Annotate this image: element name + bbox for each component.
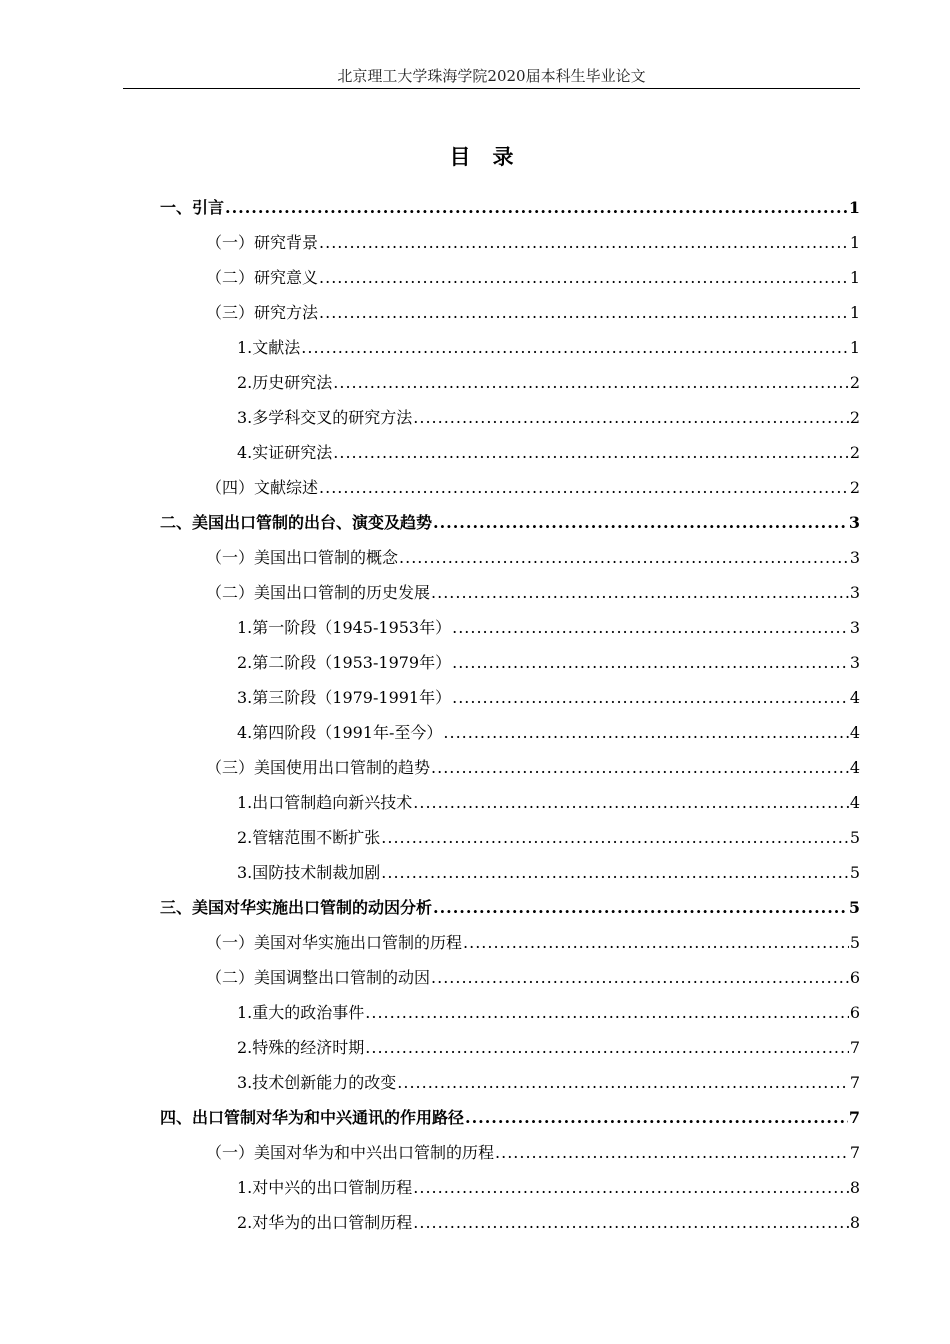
toc-dot-leader bbox=[452, 680, 849, 715]
toc-entry-label: 1.出口管制趋向新兴技术 bbox=[237, 793, 413, 812]
toc-entry-label: 2.管辖范围不断扩张 bbox=[237, 828, 381, 847]
toc-dot-leader bbox=[381, 855, 849, 890]
toc-entry-page-number: 6 bbox=[849, 1003, 860, 1022]
toc-entry-label: （一）美国对华实施出口管制的历程 bbox=[206, 933, 463, 952]
toc-dot-leader bbox=[413, 400, 849, 435]
toc-entry-label: （三）美国使用出口管制的趋势 bbox=[206, 758, 431, 777]
toc-entry-label: 4.第四阶段（1991年-至今） bbox=[237, 723, 443, 742]
toc-entry[interactable] bbox=[160, 1170, 860, 1205]
toc-entry-page-number: 2 bbox=[849, 373, 860, 392]
toc-entry-label: 2.对华为的出口管制历程 bbox=[237, 1213, 413, 1232]
toc-entry[interactable] bbox=[160, 330, 860, 365]
toc-dot-leader bbox=[452, 610, 849, 645]
toc-entry-label: （一）美国出口管制的概念 bbox=[206, 548, 399, 567]
toc-entry-page-number: 1 bbox=[849, 303, 860, 322]
toc-dot-leader bbox=[365, 1030, 849, 1065]
toc-title: 目录 bbox=[449, 144, 536, 169]
toc-entry-label: 1.对中兴的出口管制历程 bbox=[237, 1178, 413, 1197]
toc-dot-leader bbox=[381, 820, 849, 855]
toc-entry-page-number: 7 bbox=[849, 1073, 860, 1092]
toc-entry[interactable] bbox=[160, 435, 860, 470]
toc-entry[interactable] bbox=[160, 400, 860, 435]
toc-dot-leader bbox=[301, 330, 849, 365]
toc-entry-page-number: 4 bbox=[849, 793, 860, 812]
toc-entry-page-number: 8 bbox=[849, 1178, 860, 1197]
toc-entry[interactable] bbox=[160, 295, 860, 330]
toc-dot-leader bbox=[495, 1135, 849, 1170]
toc-entry-label: （二）研究意义 bbox=[206, 268, 319, 287]
toc-entry[interactable] bbox=[160, 645, 860, 680]
toc-entry-label: （一）美国对华为和中兴出口管制的历程 bbox=[206, 1143, 495, 1162]
toc-dot-leader bbox=[319, 470, 849, 505]
toc-entry-page-number: 5 bbox=[848, 898, 860, 917]
toc-entry-page-number: 1 bbox=[848, 198, 860, 217]
toc-entry[interactable] bbox=[160, 225, 860, 260]
toc-dot-leader bbox=[333, 435, 849, 470]
toc-dot-leader bbox=[433, 890, 848, 925]
toc-entry[interactable] bbox=[160, 1065, 860, 1100]
toc-entry-page-number: 2 bbox=[849, 478, 860, 497]
toc-entry-page-number: 2 bbox=[849, 443, 860, 462]
toc-dot-leader bbox=[433, 505, 848, 540]
toc-entry[interactable] bbox=[160, 470, 860, 505]
toc-dot-leader bbox=[225, 190, 848, 225]
toc-entry[interactable] bbox=[160, 750, 860, 785]
toc-entry[interactable] bbox=[160, 505, 860, 540]
toc-dot-leader bbox=[431, 960, 849, 995]
toc-entry[interactable] bbox=[160, 190, 860, 225]
toc-entry-label: 2.历史研究法 bbox=[237, 373, 333, 392]
toc-entry-page-number: 3 bbox=[849, 583, 860, 602]
toc-entry-label: 3.技术创新能力的改变 bbox=[237, 1073, 397, 1092]
toc-entry[interactable] bbox=[160, 540, 860, 575]
toc-entry[interactable] bbox=[160, 1135, 860, 1170]
toc-entry-label: 1.文献法 bbox=[237, 338, 301, 357]
toc-dot-leader bbox=[431, 750, 849, 785]
toc-entry[interactable] bbox=[160, 960, 860, 995]
toc-entry-page-number: 3 bbox=[848, 513, 860, 532]
toc-entry-label: 3.国防技术制裁加剧 bbox=[237, 863, 381, 882]
toc-entry-label: 三、美国对华实施出口管制的动因分析 bbox=[160, 898, 433, 917]
toc-entry-page-number: 7 bbox=[848, 1108, 860, 1127]
toc-entry-label: （四）文献综述 bbox=[206, 478, 319, 497]
toc-entry[interactable] bbox=[160, 365, 860, 400]
toc-entry-label: 3.多学科交叉的研究方法 bbox=[237, 408, 413, 427]
toc-dot-leader bbox=[452, 645, 849, 680]
toc-entry[interactable] bbox=[160, 610, 860, 645]
toc-entry-page-number: 3 bbox=[849, 653, 860, 672]
toc-entry-page-number: 7 bbox=[849, 1038, 860, 1057]
toc-entry-label: （三）研究方法 bbox=[206, 303, 319, 322]
toc-entry-label: 二、美国出口管制的出台、演变及趋势 bbox=[160, 513, 433, 532]
header-divider bbox=[123, 88, 860, 89]
toc-entry-label: 2.第二阶段（1953-1979年） bbox=[237, 653, 452, 672]
toc-entry-page-number: 5 bbox=[849, 863, 860, 882]
toc-entry-label: 一、引言 bbox=[160, 198, 225, 217]
toc-entry[interactable] bbox=[160, 785, 860, 820]
toc-entry-page-number: 8 bbox=[849, 1213, 860, 1232]
toc-entry[interactable] bbox=[160, 925, 860, 960]
toc-dot-leader bbox=[397, 1065, 849, 1100]
toc-dot-leader bbox=[365, 995, 849, 1030]
toc-entry[interactable] bbox=[160, 575, 860, 610]
toc-entry[interactable] bbox=[160, 890, 860, 925]
toc-entry-label: 1.重大的政治事件 bbox=[237, 1003, 365, 1022]
toc-dot-leader bbox=[431, 575, 849, 610]
toc-dot-leader bbox=[319, 225, 849, 260]
toc-entry[interactable] bbox=[160, 855, 860, 890]
toc-entry-page-number: 5 bbox=[849, 933, 860, 952]
toc-entry-page-number: 1 bbox=[849, 268, 860, 287]
toc-entry-label: 1.第一阶段（1945-1953年） bbox=[237, 618, 452, 637]
toc-dot-leader bbox=[463, 925, 849, 960]
toc-entry-page-number: 5 bbox=[849, 828, 860, 847]
toc-entry-label: 3.第三阶段（1979-1991年） bbox=[237, 688, 452, 707]
toc-dot-leader bbox=[413, 785, 849, 820]
toc-entry[interactable] bbox=[160, 1030, 860, 1065]
toc-entry-page-number: 2 bbox=[849, 408, 860, 427]
toc-entry-page-number: 4 bbox=[849, 758, 860, 777]
toc-entry-page-number: 3 bbox=[849, 618, 860, 637]
toc-entry[interactable] bbox=[160, 1205, 860, 1240]
toc-entry[interactable] bbox=[160, 680, 860, 715]
toc-entry-label: （一）研究背景 bbox=[206, 233, 319, 252]
toc-entry-label: 2.特殊的经济时期 bbox=[237, 1038, 365, 1057]
toc-entry-label: 4.实证研究法 bbox=[237, 443, 333, 462]
toc-dot-leader bbox=[333, 365, 849, 400]
toc-entry-page-number: 3 bbox=[849, 548, 860, 567]
toc-entry[interactable] bbox=[160, 1100, 860, 1135]
toc-entry-page-number: 4 bbox=[849, 723, 860, 742]
toc-dot-leader bbox=[319, 295, 849, 330]
toc-entry-label: （二）美国调整出口管制的动因 bbox=[206, 968, 431, 987]
toc-dot-leader bbox=[319, 260, 849, 295]
toc-entry[interactable] bbox=[160, 260, 860, 295]
toc-entry-page-number: 7 bbox=[849, 1143, 860, 1162]
toc-entry[interactable] bbox=[160, 995, 860, 1030]
toc-dot-leader bbox=[399, 540, 849, 575]
toc-dot-leader bbox=[465, 1100, 848, 1135]
page-header: 北京理工大学珠海学院2020届本科生毕业论文 bbox=[337, 67, 646, 85]
toc-entry-page-number: 6 bbox=[849, 968, 860, 987]
toc-entry-page-number: 1 bbox=[849, 338, 860, 357]
toc-dot-leader bbox=[443, 715, 848, 750]
toc-entry[interactable] bbox=[160, 820, 860, 855]
table-of-contents bbox=[160, 190, 860, 1240]
toc-entry-label: 四、出口管制对华为和中兴通讯的作用路径 bbox=[160, 1108, 465, 1127]
toc-entry-page-number: 4 bbox=[849, 688, 860, 707]
toc-dot-leader bbox=[413, 1205, 849, 1240]
toc-dot-leader bbox=[413, 1170, 849, 1205]
toc-entry-label: （二）美国出口管制的历史发展 bbox=[206, 583, 431, 602]
toc-entry-page-number: 1 bbox=[849, 233, 860, 252]
toc-entry[interactable] bbox=[160, 715, 860, 750]
